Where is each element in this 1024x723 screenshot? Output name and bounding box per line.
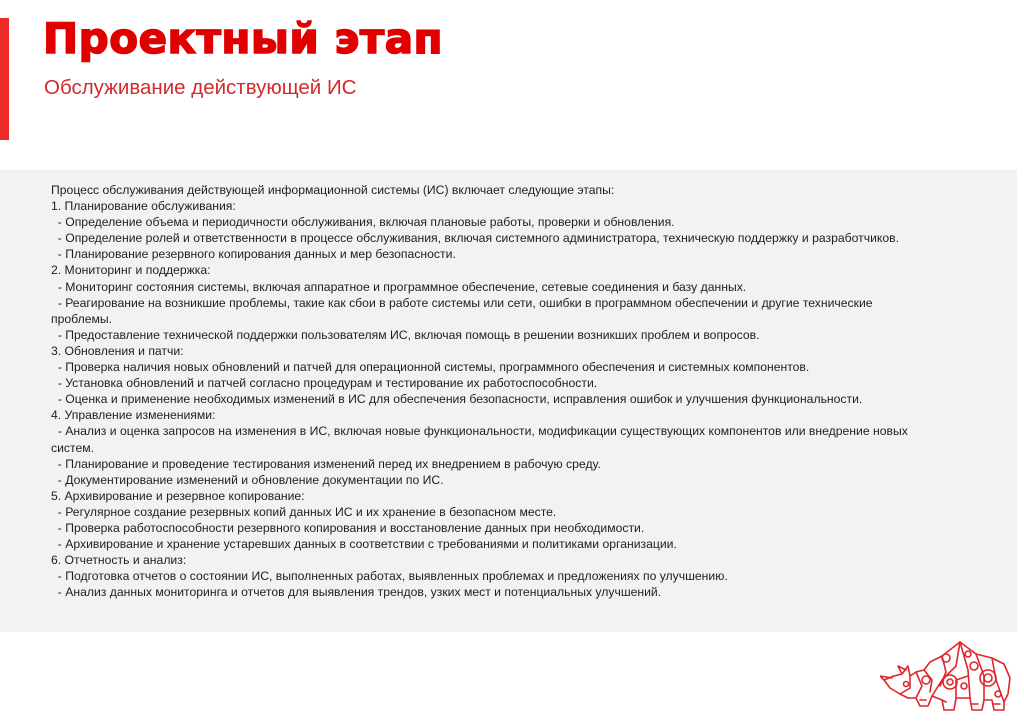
list-item: - Мониторинг состояния системы, включая аппаратное и программное обеспечение, сетевые соединения и базу данных.	[51, 279, 747, 294]
list-item: - Предоставление технической поддержки пользователям ИС, включая помощь в решении возникших проблем и вопросов.	[51, 327, 760, 342]
list-item: - Планирование и проведение тестирования изменений перед их внедрением в рабочую среду.	[51, 456, 601, 471]
list-item: - Оценка и применение необходимых изменений в ИС для обеспечения безопасности, исправления ошибок и улучшения функциональности.	[51, 392, 863, 407]
list-item: - Планирование резервного копирования данных и мер безопасности.	[51, 247, 456, 262]
list-item: - Архивирование и хранение устаревших данных в соответствии с требованиями и политиками организации.	[51, 537, 677, 552]
rhino-logo-icon	[880, 636, 1016, 716]
section-heading-3: 3. Обновления и патчи:	[51, 343, 184, 358]
section-heading-6: 6. Отчетность и анализ:	[51, 553, 187, 568]
section-heading-1: 1. Планирование обслуживания:	[51, 199, 236, 214]
list-item: - Проверка работоспособности резервного копирования и восстановление данных при необходимости.	[51, 520, 645, 535]
list-item-continuation: проблемы.	[51, 311, 113, 326]
list-item: - Регулярное создание резервных копий данных ИС и их хранение в безопасном месте.	[51, 504, 557, 519]
list-item: - Анализ и оценка запросов на изменения в ИС, включая новые функциональности, модификации существующих компонентов или внедрение новых	[51, 424, 908, 439]
list-item: - Документирование изменений и обновление документации по ИС.	[51, 472, 444, 487]
list-item: - Определение объема и периодичности обслуживания, включая плановые работы, проверки и обновления.	[51, 215, 675, 230]
list-item: - Подготовка отчетов о состоянии ИС, выполненных работах, выявленных проблемах и предложениях по улучшению.	[51, 569, 728, 584]
list-item: - Определение ролей и ответственности в процессе обслуживания, включая системного администратора, техническую поддержку и разработчиков.	[51, 231, 900, 246]
slide-subtitle: Обслуживание действующей ИС	[44, 76, 357, 99]
list-item: - Установка обновлений и патчей согласно процедурам и тестирование их работоспособности.	[51, 376, 598, 391]
slide-title: Проектный этап	[43, 14, 444, 63]
content-text	[51, 182, 931, 600]
list-item: - Реагирование на возникшие проблемы, такие как сбои в работе системы или сети, ошибки в программном обеспечении и другие технические	[51, 295, 873, 310]
intro-line: Процесс обслуживания действующей информационной системы (ИС) включает следующие этапы:	[51, 183, 615, 197]
list-item: - Проверка наличия новых обновлений и патчей для операционной системы, программного обеспечения и системных компонентов.	[51, 360, 810, 375]
list-item: - Анализ данных мониторинга и отчетов для выявления трендов, узких мест и потенциальных улучшений.	[51, 585, 662, 600]
section-heading-5: 5. Архивирование и резервное копирование:	[51, 488, 305, 503]
section-heading-2: 2. Мониторинг и поддержка:	[51, 263, 211, 278]
section-heading-4: 4. Управление изменениями:	[51, 408, 216, 423]
accent-bar	[0, 18, 9, 140]
list-item-continuation: систем.	[51, 440, 94, 455]
